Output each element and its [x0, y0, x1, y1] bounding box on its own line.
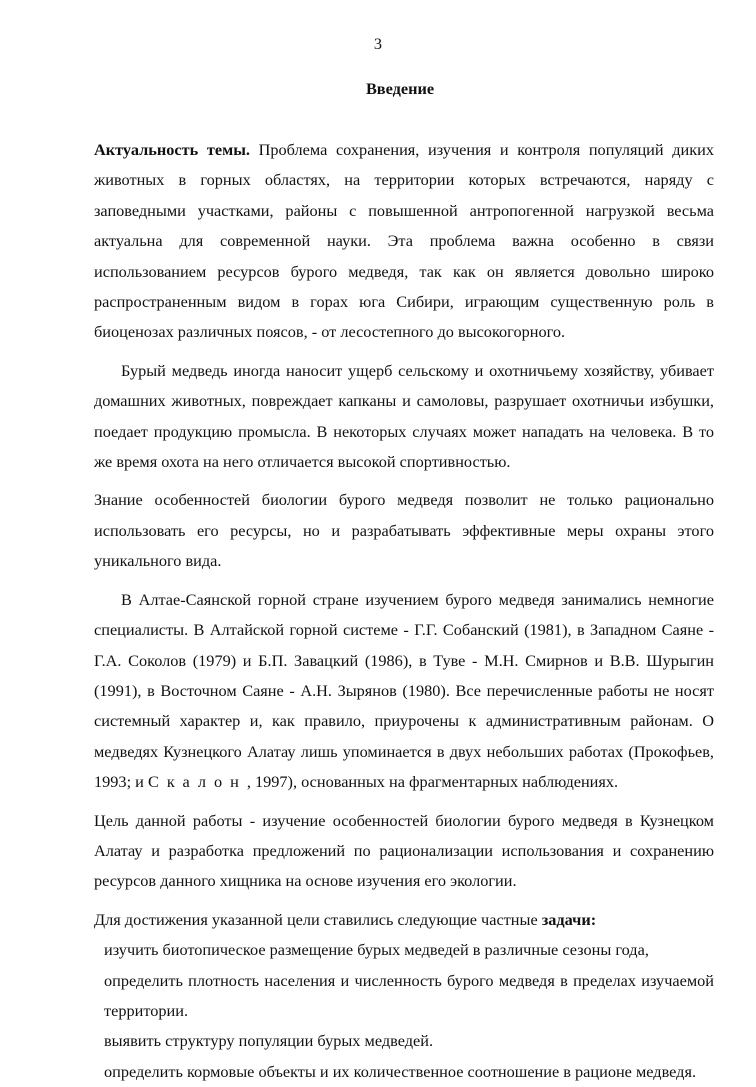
document-body [94, 135, 714, 1087]
section-title: Введение [365, 79, 435, 98]
task-item: определить плотность населения и численность бурого медведя в пределах изучаемой территории. [104, 970, 714, 1020]
research-text: В Алтае-Саянской горной стране изучением бурого медведя занимались немногие специалисты. В Алтайской горной системе - Г.Г. Собанский (1981), в Западном Саяне - Г.А. Соколов (1979) и Б.П. Завацкий (1986), в Туве - М.Н. Смирнов и В.В. Шурыгин (1991), в Восточном Саяне - А.Н. Зырянов (1980). Все перечисленные работы не носят системный характер и, как правило, приурочены к административным районам. О медведях Кузнецкого Алатау лишь упоминается в двух небольших работах (Прокофьев, 1993; и [94, 589, 714, 792]
paragraph-knowledge: Знание особенностей биологии бурого медведя позволит не только рационально использовать его ресурсы, но и разрабатывать эффективные меры охраны этого уникального вида. [94, 490, 714, 571]
paragraph-relevance [94, 135, 714, 348]
paragraph-tasks-intro [94, 905, 714, 935]
paragraph-goal: Цель данной работы - изучение особенностей биологии бурого медведя в Кузнецком Алатау и разработка предложений по рационализации использования и сохранению ресурсов данного хищника на основе изучения его экологии. [94, 810, 714, 891]
task-item: определить кормовые объекты и их количественное соотношение в рационе медведя. [104, 1061, 697, 1081]
paragraph-research [94, 585, 714, 798]
relevance-text: Проблема сохранения, изучения и контроля популяций диких животных в горных областях, на территории которых встречаются, наряду с заповедными участками, районы с повышенной антропогенной нагрузкой весьма актуальна для современной науки. Эта проблема важна особенно в связи использованием ресурсов бурого медведя, так как он является довольно широко распространенным видом в горах юга Сибири, играющим существенную роль в биоценозах различных поясов, - от лесостепного до высокогорного. [94, 140, 714, 342]
tasks-intro-text: Для достижения указанной цели ставились следующие частные [94, 909, 542, 929]
page-number: 3 [373, 34, 383, 53]
task-item: изучить биотопическое размещение бурых медведей в различные сезоны года, [104, 940, 649, 960]
research-tail: , 1997), основанных на фрагментарных наблюдениях. [246, 772, 619, 792]
paragraph-damage: Бурый медведь иногда наносит ущерб сельскому и охотничьему хозяйству, убивает домашних животных, повреждает капканы и самоловы, разрушает охотничьи избушки, поедает продукцию промысла. В некоторых случаях может нападать на человека. В то же время охота на него отличается высокой спортивностью. [94, 360, 714, 472]
task-item: выявить структуру популяции бурых медведей. [104, 1031, 434, 1051]
relevance-lead: Актуальность темы. [94, 140, 250, 159]
research-author-spaced: Скалон [147, 772, 247, 792]
tasks-intro-bold: задачи: [541, 909, 597, 929]
